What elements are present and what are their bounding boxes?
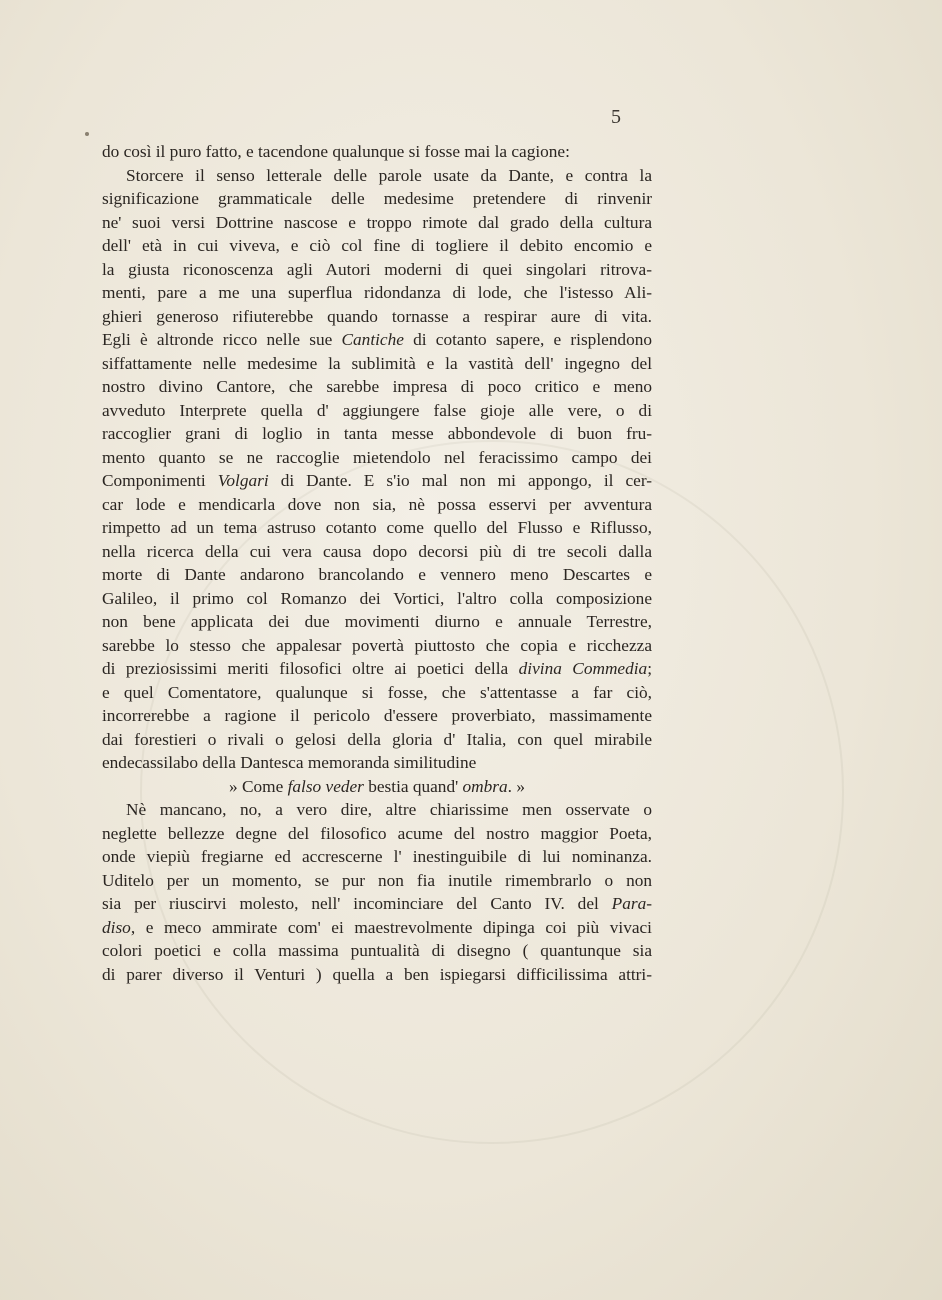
paper-speck xyxy=(85,132,89,136)
text-span: ne' suoi versi Dottrine nascose e troppo rimote dal grado della cultura xyxy=(102,212,652,232)
text-line xyxy=(102,469,652,493)
text-span: nostro divino Cantore, che sarebbe impresa di poco critico e meno xyxy=(102,377,652,396)
italic-text: divina Commedia xyxy=(518,659,648,678)
text-span: dai forestieri o rivali o gelosi della gloria d' Italia, con quel mirabile xyxy=(102,729,652,749)
text-line xyxy=(102,211,652,235)
text-line xyxy=(102,281,652,305)
text-line xyxy=(102,728,652,752)
text-span: menti, pare a me una superflua ridondanza di lode, che l'istesso Ali- xyxy=(102,283,652,302)
text-line xyxy=(102,775,652,799)
text-span: nella ricerca della cui vera causa dopo decorsi più di tre secoli dalla xyxy=(102,541,652,561)
text-span: Storcere il senso letterale delle parole usate da Dante, e contra la xyxy=(126,165,652,185)
text-span: significazione grammaticale delle medesime pretendere di rinvenir xyxy=(102,189,652,208)
text-line xyxy=(102,563,652,587)
text-span: di preziosissimi meriti filosofici oltre ai poetici della xyxy=(102,659,519,678)
text-span: Egli è altronde ricco nelle sue xyxy=(102,330,342,349)
text-line xyxy=(102,704,652,728)
italic-text: Cantiche xyxy=(341,330,404,349)
text-line xyxy=(102,963,652,987)
text-line xyxy=(102,258,652,282)
italic-text: ombra xyxy=(462,776,508,796)
text-line xyxy=(102,892,652,916)
text-span: car lode e mendicarla dove non sia, nè possa esservi per avventura xyxy=(102,494,652,514)
text-span: ghieri generoso rifiuterebbe quando tornasse a respirar aure di vita. xyxy=(102,306,652,326)
text-span: sia per riuscirvi molesto, nell' incominciare del Canto IV. del xyxy=(102,894,612,913)
text-line xyxy=(102,681,652,705)
text-line xyxy=(102,587,652,611)
text-span: di parer diverso il Venturi ) quella a ben ispiegarsi difficilissima attri- xyxy=(102,964,652,984)
text-span: , e meco ammirate com' ei maestrevolmente dipinga coi più vivaci xyxy=(130,917,652,937)
text-span: sarebbe lo stesso che appalesar povertà piuttosto che copia e ricchezza xyxy=(102,635,652,655)
text-line xyxy=(102,375,652,399)
text-span: neglette bellezze degne del filosofico acume del nostro maggior Poeta, xyxy=(102,823,652,843)
text-span: bestia quand' xyxy=(363,776,463,796)
text-span: onde viepiù fregiarne ed accrescerne l' inestinguibile di lui nominanza. xyxy=(102,847,652,866)
text-line xyxy=(102,446,652,470)
text-line xyxy=(102,798,652,822)
text-span: e quel Comentatore, qualunque si fosse, che s'attentasse a far ciò, xyxy=(102,682,652,702)
text-span: avveduto Interprete quella d' aggiungere false gioje alle vere, o di xyxy=(102,400,652,420)
text-span: mento quanto se ne raccoglie mietendolo nel feracissimo campo dei xyxy=(102,447,652,467)
text-line xyxy=(102,657,652,681)
text-span: incorrerebbe a ragione il pericolo d'essere proverbiato, massimamente xyxy=(102,706,652,725)
text-line xyxy=(102,305,652,329)
italic-text: falso veder xyxy=(287,776,364,796)
body-text xyxy=(102,140,652,986)
text-span: raccoglier grani di loglio in tanta messe abbondevole di buon fru- xyxy=(102,424,652,443)
text-line xyxy=(102,869,652,893)
text-line xyxy=(102,516,652,540)
text-span: di cotanto sapere, e risplendono xyxy=(403,330,652,349)
text-line xyxy=(102,916,652,940)
text-span: ; xyxy=(647,659,652,678)
text-span: Uditelo per un momento, se pur non fia inutile rimembrarlo o non xyxy=(102,870,652,890)
text-line xyxy=(102,845,652,869)
text-span: colori poetici e colla massima puntualità di disegno ( quantunque sia xyxy=(102,941,652,960)
text-span: la giusta riconoscenza agli Autori moderni di quei singolari ritrova- xyxy=(102,259,652,279)
text-line xyxy=(102,328,652,352)
italic-text: Para- xyxy=(611,894,652,913)
text-line xyxy=(102,234,652,258)
text-line xyxy=(102,939,652,963)
text-line xyxy=(102,822,652,846)
text-span: Componimenti xyxy=(102,471,218,490)
text-line xyxy=(102,399,652,423)
text-line xyxy=(102,164,652,188)
text-span: non bene applicata dei due movimenti diurno e annuale Terrestre, xyxy=(102,612,652,631)
text-span: di Dante. E s'io mal non mi appongo, il cer- xyxy=(268,471,652,490)
text-span: siffattamente nelle medesime la sublimità e la vastità dell' ingegno del xyxy=(102,353,652,373)
text-span: » Come xyxy=(229,776,288,796)
text-span: endecassilabo della Dantesca memoranda similitudine xyxy=(102,753,477,772)
text-line xyxy=(102,140,652,164)
text-span: morte di Dante andarono brancolando e vennero meno Descartes e xyxy=(102,565,652,584)
text-line xyxy=(102,493,652,517)
text-line xyxy=(102,610,652,634)
text-line xyxy=(102,634,652,658)
text-line xyxy=(102,540,652,564)
page-number: 5 xyxy=(611,106,621,128)
text-span: do così il puro fatto, e tacendone qualunque si fosse mai la cagione: xyxy=(102,142,570,161)
italic-text: Volgari xyxy=(217,471,269,490)
text-span: Nè mancano, no, a vero dire, altre chiarissime men osservate o xyxy=(126,800,652,819)
text-span: . » xyxy=(507,776,525,796)
text-line xyxy=(102,187,652,211)
italic-text: diso xyxy=(102,917,131,937)
text-line xyxy=(102,422,652,446)
text-span: rimpetto ad un tema astruso cotanto come quello del Flusso e Riflusso, xyxy=(102,518,652,537)
text-line xyxy=(102,751,652,775)
text-line xyxy=(102,352,652,376)
text-span: dell' età in cui viveva, e ciò col fine di togliere il debito encomio e xyxy=(102,236,652,255)
text-span: Galileo, il primo col Romanzo dei Vortici, l'altro colla composizione xyxy=(102,588,652,608)
